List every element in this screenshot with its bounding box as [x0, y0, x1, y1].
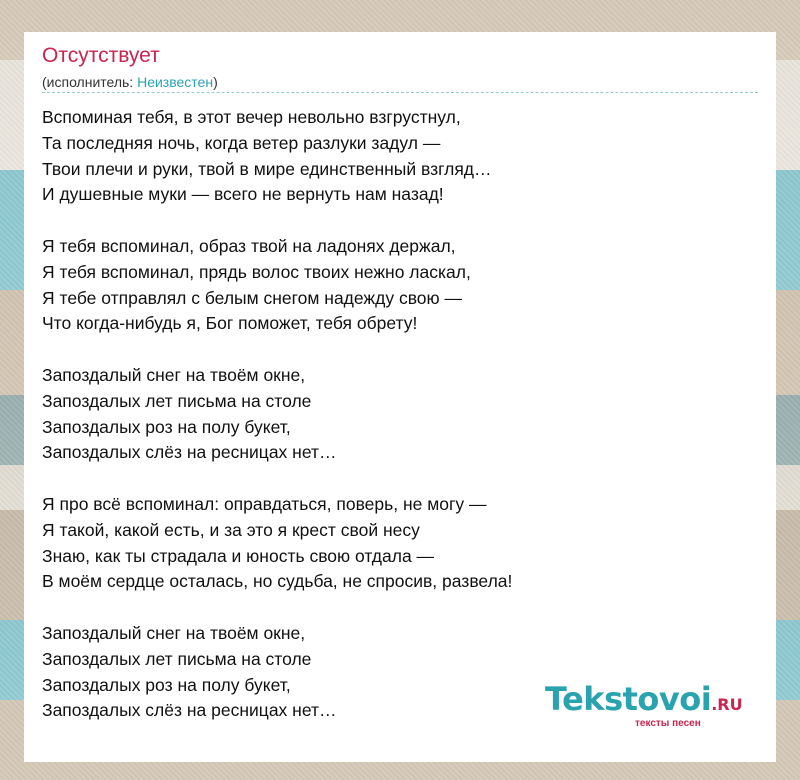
lyric-line: Я тебе отправлял с белым снегом надежду свою —	[42, 287, 463, 308]
lyric-line: Запоздалых роз на полу букет,	[42, 416, 291, 437]
song-title: Отсутствует	[42, 44, 160, 67]
artist-suffix: )	[213, 74, 218, 90]
artist-prefix: (исполнитель:	[42, 74, 138, 90]
lyrics-text	[42, 105, 758, 750]
lyric-line: Что когда-нибудь я, Бог поможет, тебя обрету!	[42, 313, 418, 334]
lyric-line: Запоздалых лет письма на столе	[42, 390, 312, 411]
logo-wordmark	[545, 680, 743, 718]
lyric-line: Та последняя ночь, когда ветер разлуки задул —	[42, 132, 441, 153]
stanza-3	[42, 363, 758, 466]
dashed-divider	[42, 92, 758, 93]
stanza-1	[42, 105, 758, 208]
lyric-line: Запоздалых лет письма на столе	[42, 648, 312, 669]
stanza-4	[42, 492, 758, 595]
stanza-2	[42, 234, 758, 337]
lyric-line: Вспоминая тебя, в этот вечер невольно взгрустнул,	[42, 107, 461, 127]
artist-line	[42, 74, 218, 90]
logo-name: Tekstovoi	[545, 680, 712, 718]
lyric-line: Знаю, как ты страдала и юность свою отдала —	[42, 545, 435, 566]
lyric-line: Запоздалых слёз на ресницах нет…	[42, 442, 337, 463]
site-logo[interactable]	[545, 680, 775, 730]
lyric-line: Запоздалых слёз на ресницах нет…	[42, 700, 337, 721]
lyric-line: Запоздалый снег на твоём окне,	[42, 622, 306, 643]
lyric-line: И душевные муки — всего не вернуть нам назад!	[42, 184, 444, 205]
lyric-line: Запоздалых роз на полу букет,	[42, 674, 291, 695]
lyric-line: Я такой, какой есть, и за это я крест свой несу	[42, 519, 420, 540]
lyric-line: Я тебя вспоминал, прядь волос твоих нежно ласкал,	[42, 261, 471, 282]
lyrics-card	[24, 32, 776, 762]
lyric-line: Запоздалый снег на твоём окне,	[42, 364, 306, 385]
lyric-line: В моём сердце осталась, но судьба, не спросив, развела!	[42, 571, 513, 592]
lyric-line: Я про всё вспоминал: оправдаться, поверь, не могу —	[42, 493, 487, 514]
lyric-line: Твои плечи и руки, твой в мире единственный взгляд…	[42, 158, 492, 179]
logo-tagline: тексты песен	[635, 718, 701, 729]
lyric-line: Я тебя вспоминал, образ твой на ладонях держал,	[42, 235, 456, 256]
artist-link[interactable]: Неизвестен	[137, 74, 214, 90]
logo-tld: .RU	[711, 695, 743, 714]
